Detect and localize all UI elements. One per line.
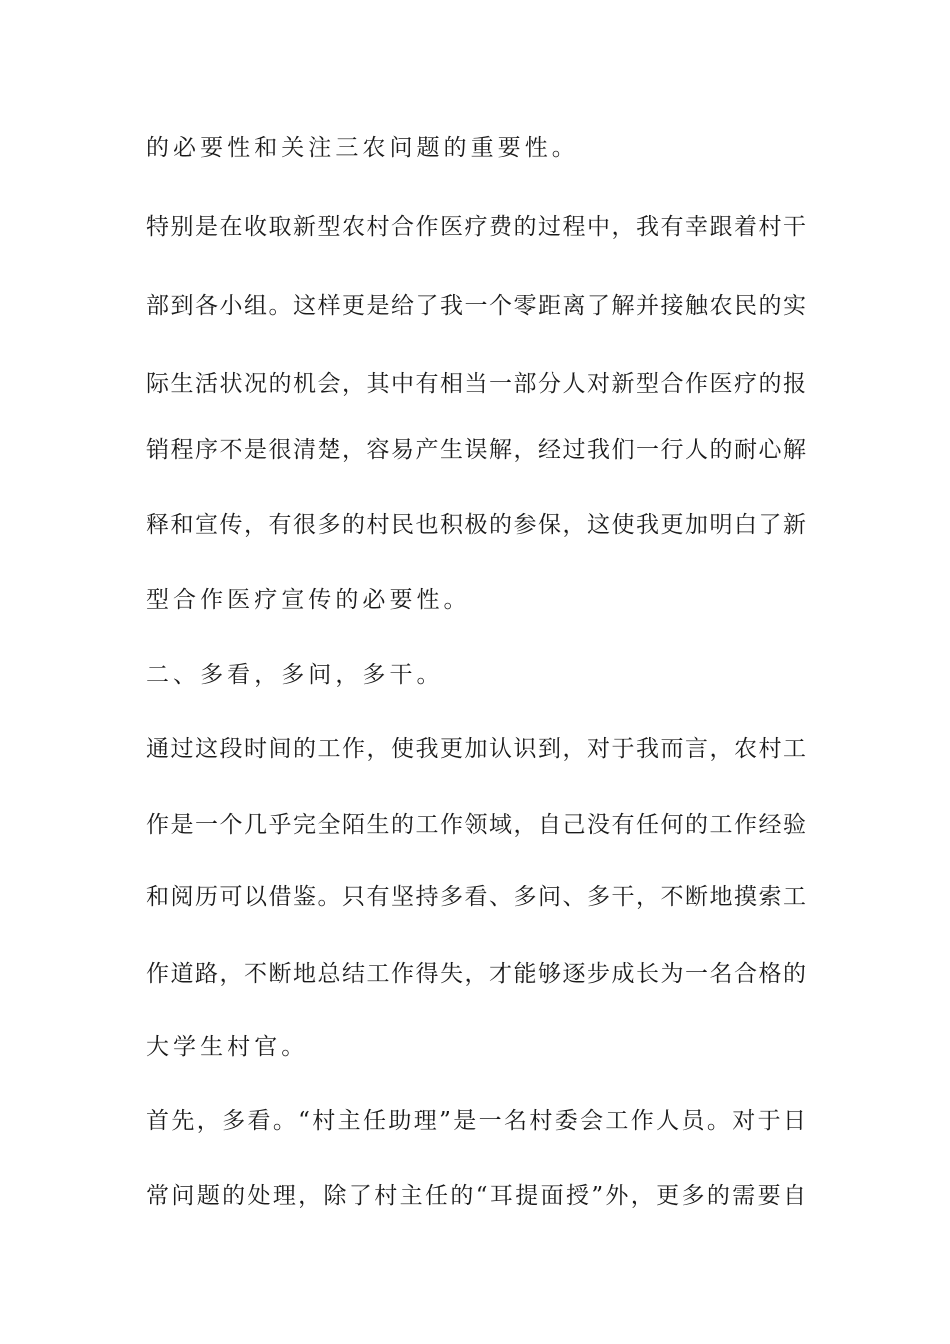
text-line: 作道路，不断地总结工作得失，才能够逐步成长为一名合格的	[146, 961, 806, 987]
text-line: 销程序不是很清楚，容易产生误解，经过我们一行人的耐心解	[146, 437, 806, 463]
text-line: 通过这段时间的工作，使我更加认识到，对于我而言，农村工	[146, 736, 806, 762]
text-line: 释和宣传，有很多的村民也积极的参保，这使我更加明白了新	[146, 512, 806, 538]
text-line: 际生活状况的机会，其中有相当一部分人对新型合作医疗的报	[146, 371, 806, 397]
text-line: 特别是在收取新型农村合作医疗费的过程中，我有幸跟着村干	[146, 214, 806, 240]
text-line: 作是一个几乎完全陌生的工作领域，自己没有任何的工作经验	[146, 812, 806, 838]
text-line: 的必要性和关注三农问题的重要性。	[146, 135, 579, 161]
text-line: 常问题的处理，除了村主任的“耳提面授”外，更多的需要自	[146, 1183, 806, 1209]
text-line: 大学生村官。	[146, 1034, 309, 1060]
text-line: 部到各小组。这样更是给了我一个零距离了解并接触农民的实	[146, 293, 806, 319]
text-line: 型合作医疗宣传的必要性。	[146, 587, 471, 613]
section-heading: 二、多看，多问，多干。	[146, 662, 444, 688]
text-line: 首先，多看。“村主任助理”是一名村委会工作人员。对于日	[146, 1108, 806, 1134]
text-line: 和阅历可以借鉴。只有坚持多看、多问、多干，不断地摸索工	[146, 884, 806, 910]
